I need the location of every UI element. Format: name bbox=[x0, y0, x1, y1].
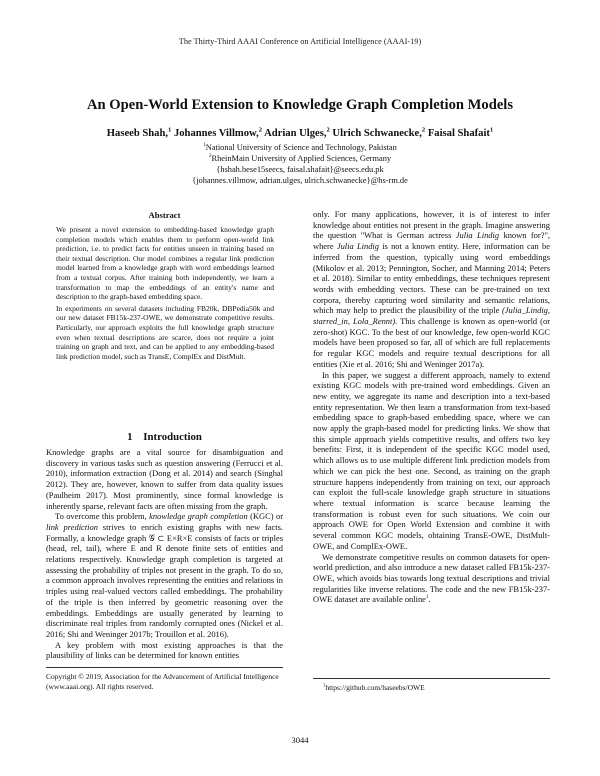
text-run: only. For many applications, however, it is of interest to infer knowledge about entities not present in the graph. Imagine answering the question "What is German actress bbox=[313, 209, 550, 241]
footnote-number: 1 bbox=[323, 683, 326, 689]
author-affil-mark: 2 bbox=[421, 126, 426, 134]
affiliation-line bbox=[0, 153, 600, 164]
entity-italic: Julia Lindig bbox=[336, 241, 379, 252]
affiliation-line bbox=[0, 142, 600, 153]
footnote-mark: 1 bbox=[425, 594, 429, 601]
email-line: {hshah.bese15seecs, faisal.shafait}@seecs.edu.pk bbox=[216, 165, 384, 174]
abstract-heading: Abstract bbox=[148, 210, 181, 220]
right-column bbox=[313, 209, 550, 605]
section-heading: 1 Introduction bbox=[127, 431, 202, 443]
affil-text: RheinMain University of Applied Sciences, Germany bbox=[211, 154, 392, 163]
page-number: 3044 bbox=[291, 735, 309, 745]
author-list bbox=[0, 128, 600, 139]
author-name: Ulrich Schwanecke, bbox=[332, 128, 422, 139]
term-italic: knowledge graph completion bbox=[149, 511, 248, 522]
entity-italic: Julia Lindig bbox=[455, 230, 500, 241]
footnote bbox=[313, 678, 550, 692]
affil-mark: 1 bbox=[203, 142, 206, 149]
author-name: Johannes Villmow, bbox=[173, 128, 259, 139]
body-paragraph: A key problem with most existing approaches is that the plausibility of links can be determined for known entities bbox=[46, 639, 283, 661]
author-affil-mark: 2 bbox=[258, 126, 263, 134]
body-paragraph bbox=[313, 552, 550, 606]
footnote-link[interactable]: https://github.com/haseebs/OWE bbox=[325, 683, 425, 692]
body-paragraph bbox=[46, 511, 283, 639]
author-affil-mark: 1 bbox=[489, 126, 494, 134]
text-run: is not a known entity. Here, information can be inferred from the question, typically using word embeddings (Mikolov et al. 2013; Pennington, Socher, and Manning 2014; Peters et al. 2018). Similar to entity embeddings, these techniques represent words with embedding vectors. These can be pre-trained on text corpora, thereby capturing word similarity and semantic relations, which may help to predict the plausibility of the triple bbox=[313, 241, 550, 316]
author-name: Faisal Shafait bbox=[427, 128, 490, 139]
affil-text: National University of Science and Technology, Pakistan bbox=[205, 143, 397, 152]
term-italic: link prediction bbox=[46, 521, 98, 532]
author-name: Haseeb Shah, bbox=[106, 128, 169, 139]
author-affil-mark: 2 bbox=[326, 126, 330, 134]
author-affil-mark: 1 bbox=[168, 126, 172, 134]
left-column bbox=[46, 447, 283, 661]
text-run: known for?", where bbox=[313, 230, 550, 252]
abstract-paragraph: In experiments on several datasets including FB20k, DBPedia50k and our new dataset FB15k-237-OWE, we demonstrate competitive results. Particularly, our approach exploits the full knowledge graph structure even when textual descriptions are scarce, does not require a joint training on graph and text, and can be applied to any embedding-based link prediction model, such as TransE, ComplEx and DistMult. bbox=[56, 303, 274, 361]
paper-title: An Open-World Extension to Knowledge Graph Completion Models bbox=[86, 97, 514, 113]
text-run: (KGC) or bbox=[247, 511, 284, 522]
text-run: . bbox=[428, 594, 431, 605]
body-paragraph: In this paper, we suggest a different approach, namely to extend existing KGC models with pre-trained word embeddings. Given an new entity, we aggregate its name and description into a text-based entity representation. We then learn a transformation from text-based embedding space to graph-based embedding space, where we can now apply the graph-based model for predicting links. We show that this simple approach yields competitive results, and offers two key benefits: First, it is independent of the specific KGC model used, which allows us to use multiple different link prediction models from which we can pick the best one. Second, as training on the graph structure happens independently from training on text, our approach can exploit the full-scale knowledge graph structure in situations where textual information is scarce because learning the transformation is robust even for such situations. We coin our approach OWE for Open World Extension and combine it with several common KGC models, obtaining TransE-OWE, DistMult-OWE, and ComplEx-OWE. bbox=[313, 369, 550, 551]
body-paragraph bbox=[313, 209, 550, 370]
affil-mark: 2 bbox=[208, 153, 212, 160]
venue-header: The Thirty-Third AAAI Conference on Artificial Intelligence (AAAI-19) bbox=[178, 37, 422, 46]
author-name: Adrian Ulges, bbox=[264, 128, 327, 139]
text-run: . This challenge is known as open-world (or zero-shot) KGC. To the best of our knowledge, few open-world KGC models have been proposed so far, all of which are full replacements for regular KGC models and require textual descriptions for all entities (Xie et al. 2016; Shi and Weninger 2017a). bbox=[313, 316, 551, 369]
text-run: To overcome this problem, bbox=[55, 511, 150, 522]
abstract-paragraph: We present a novel extension to embedding-based knowledge graph completion models which enables them to perform open-world link prediction, i.e. to predict facts for entities unseen in training based on their textual description. Our model combines a regular link prediction model learned from a knowledge graph with word embeddings learned from a textual corpus. After training both independently, we learn a transformation to map the embeddings of an entity's name and description to the graph-based embedding space. bbox=[56, 225, 274, 302]
triple-italic: (Julia_Lindig, starred_in, Lola_Rennt) bbox=[313, 305, 550, 327]
abstract-body bbox=[56, 225, 274, 363]
text-run: strives to enrich existing graphs with new facts. Formally, a knowledge graph 𝒢 ⊂ E×R×E consists of facts or triples (head, rel, tail), where E and R denote finite sets of entities and relations respectively. Knowledge graph completion is targeted at assessing the probability of triples not present in the graph. To do so, a common approach involves representing the entities and relations in triples using real-valued vectors called embeddings. The probability of the triple is then inferred by geometric reasoning over the embeddings. Embeddings are usually generated by learning to discriminate real triples from randomly corrupted ones (Nickel et al. 2016; Shi and Weninger 2017b; Trouillon et al. 2016). bbox=[46, 521, 283, 639]
affiliations bbox=[0, 142, 600, 186]
copyright-notice: Copyright © 2019, Association for the Advancement of Artificial Intelligence (www.aaai.org). All rights reserved. bbox=[46, 667, 283, 691]
body-paragraph: Knowledge graphs are a vital source for disambiguation and discovery in various tasks such as question answering (Ferrucci et al. 2010), information extraction (Dong et al. 2014) and search (Singhal 2012). They are, however, known to suffer from data quality issues (Paulheim 2017). Most prominently, since formal knowledge is inherently sparse, relevant facts are often missing from the graph. bbox=[46, 447, 283, 511]
email-line: {johannes.villmow, adrian.ulges, ulrich.schwanecke}@hs-rm.de bbox=[192, 176, 408, 185]
text-run: We demonstrate competitive results on common datasets for open-world prediction, and also introduce a new dataset called FB15k-237-OWE, which avoids bias towards long textual descriptions and trivial regularities like inverse relations. The code and the new FB15k-237-OWE dataset are available online bbox=[313, 551, 550, 605]
